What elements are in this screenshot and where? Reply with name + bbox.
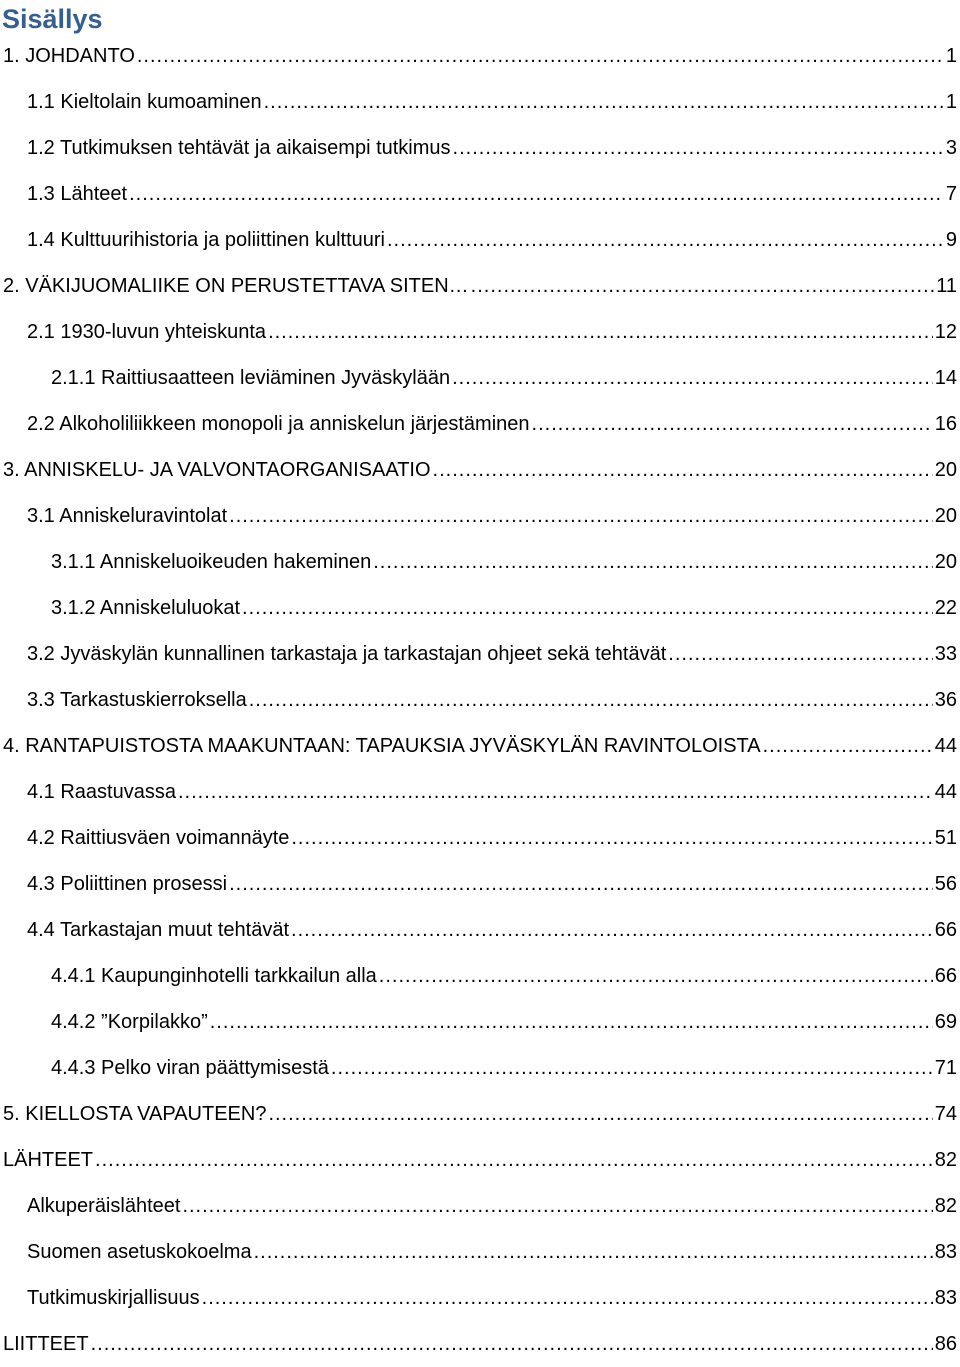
toc-entry[interactable] [0,309,960,355]
toc-entry-title: 1.2 Tutkimuksen tehtävät ja aikaisempi tutkimus [27,137,451,159]
dot-leader [249,677,933,723]
dot-leader [668,631,932,677]
toc-entry-page-number: 82 [934,1149,957,1171]
toc-entry-title: 1.3 Lähteet [27,183,128,205]
toc-entry[interactable] [0,769,960,815]
toc-entry-title: 1.4 Kulttuurihistoria ja poliittinen kulttuuri [27,229,385,251]
toc-entry-page-number: 33 [934,643,957,665]
toc-entry-title: Tutkimuskirjallisuus [27,1287,200,1309]
toc-entry-title: LÄHTEET [3,1149,94,1171]
toc-entry-page-number: 71 [934,1057,957,1079]
toc-entry[interactable] [0,999,960,1045]
toc-entry-page-number: 16 [934,413,957,435]
dot-leader [471,263,935,309]
dot-leader [373,539,933,585]
toc-entry-title: 4.4.1 Kaupunginhotelli tarkkailun alla [51,965,377,987]
dot-leader [182,1183,932,1229]
toc-entry-title: LIITTEET [3,1333,89,1355]
dot-leader [129,171,944,217]
toc-entry[interactable] [0,1321,960,1367]
toc-entry[interactable] [0,1091,960,1137]
toc-entry-page-number: 20 [934,551,957,573]
toc-entry-page-number: 14 [934,367,957,389]
toc-entry-title: 3.1.1 Anniskeluoikeuden hakeminen [51,551,372,573]
dot-leader [268,1091,932,1137]
toc-entry[interactable] [0,401,960,447]
dot-leader [210,999,933,1045]
toc-entry-page-number: 44 [934,781,957,803]
toc-entry-page-number: 36 [934,689,957,711]
toc-entry[interactable] [0,125,960,171]
toc-entry[interactable] [0,815,960,861]
toc-entry-title: 3.2 Jyväskylän kunnallinen tarkastaja ja tarkastajan ohjeet sekä tehtävät [27,643,667,665]
dot-leader [229,493,933,539]
dot-leader [453,125,944,171]
toc-entry[interactable] [0,907,960,953]
toc-entry-page-number: 44 [934,735,957,757]
toc-entry-page-number: 66 [934,965,957,987]
toc-entry[interactable] [0,355,960,401]
toc-entry-page-number: 7 [945,183,957,205]
toc-entry-page-number: 82 [934,1195,957,1217]
toc-entry-title: Suomen asetuskokoelma [27,1241,252,1263]
toc-entry-page-number: 20 [934,459,957,481]
toc-entry[interactable] [0,1183,960,1229]
toc-entry-page-number: 74 [934,1103,957,1125]
toc-entry[interactable] [0,1275,960,1321]
toc-entry-title: 4.1 Raastuvassa [27,781,176,803]
dot-leader [387,217,944,263]
toc-entry[interactable] [0,263,960,309]
toc-entry-page-number: 86 [934,1333,957,1355]
toc-entry[interactable] [0,493,960,539]
toc-entry-title: 3.3 Tarkastuskierroksella [27,689,247,711]
dot-leader [178,769,933,815]
toc-entry-page-number: 69 [934,1011,957,1033]
toc-entry-title: 3. ANNISKELU- JA VALVONTAORGANISAATIO [3,459,431,481]
toc-entry-title: 4.2 Raittiusväen voimannäyte [27,827,290,849]
toc-entry-page-number: 83 [934,1241,957,1263]
toc-entry[interactable] [0,631,960,677]
toc-entry-title: Alkuperäislähteet [27,1195,181,1217]
dot-leader [91,1321,933,1367]
toc-entry-page-number: 66 [934,919,957,941]
toc-entry-title: 1. JOHDANTO [3,45,135,67]
toc-entry[interactable] [0,539,960,585]
toc-entry-page-number: 1 [945,91,957,113]
dot-leader [95,1137,933,1183]
toc-entry-title: 4. RANTAPUISTOSTA MAAKUNTAAN: TAPAUKSIA JYVÄSKYLÄN RAVINTOLOISTA [3,735,761,757]
toc-entry-page-number: 12 [934,321,957,343]
toc-entry-title: 4.4 Tarkastajan muut tehtävät [27,919,290,941]
toc-entry-page-number: 9 [945,229,957,251]
toc-entry[interactable] [0,1137,960,1183]
dot-leader [229,861,933,907]
dot-leader [264,79,944,125]
toc-entry-title: 4.3 Poliittinen prosessi [27,873,228,895]
toc-entry-title: 2.2 Alkoholiliikkeen monopoli ja anniskelun järjestäminen [27,413,530,435]
dot-leader [532,401,933,447]
toc-entry[interactable] [0,1045,960,1091]
toc-entry-page-number: 20 [934,505,957,527]
toc-entry-title: 5. KIELLOSTA VAPAUTEEN? [3,1103,267,1125]
dot-leader [291,815,932,861]
toc-entry-page-number: 22 [934,597,957,619]
toc-entry-page-number: 11 [936,275,957,297]
toc-entry-title: 2.1 1930-luvun yhteiskunta [27,321,267,343]
toc-heading: Sisällys [2,4,103,34]
dot-leader [433,447,933,493]
toc-entry[interactable] [0,171,960,217]
toc-entry-page-number: 3 [945,137,957,159]
toc-entry-title: 4.4.2 ”Korpilakko” [51,1011,208,1033]
toc-entry-title: 1.1 Kieltolain kumoaminen [27,91,262,113]
toc-entry-title: 2. VÄKIJUOMALIIKE ON PERUSTETTAVA SITEN… [3,275,469,297]
dot-leader [452,355,933,401]
toc-entry[interactable] [0,79,960,125]
dot-leader [379,953,933,999]
toc-entry-title: 2.1.1 Raittiusaatteen leviäminen Jyväskylään [51,367,451,389]
dot-leader [137,33,944,79]
toc-entry[interactable] [0,217,960,263]
toc-entry-title: 3.1 Anniskeluravintolat [27,505,228,527]
dot-leader [763,723,933,769]
toc-entry-title: 3.1.2 Anniskeluluokat [51,597,241,619]
dot-leader [202,1275,933,1321]
dot-leader [268,309,933,355]
toc-entry[interactable] [0,677,960,723]
toc-entry[interactable] [0,723,960,769]
table-of-contents [0,33,960,1367]
toc-entry-page-number: 1 [945,45,957,67]
dot-leader [242,585,933,631]
dot-leader [254,1229,933,1275]
toc-entry[interactable] [0,447,960,493]
toc-entry-page-number: 51 [934,827,957,849]
toc-entry[interactable] [0,33,960,79]
toc-entry-page-number: 56 [934,873,957,895]
toc-entry[interactable] [0,861,960,907]
dot-leader [291,907,933,953]
toc-entry-title: 4.4.3 Pelko viran päättymisestä [51,1057,329,1079]
toc-entry[interactable] [0,585,960,631]
toc-entry[interactable] [0,953,960,999]
toc-entry-page-number: 83 [934,1287,957,1309]
dot-leader [331,1045,933,1091]
toc-entry[interactable] [0,1229,960,1275]
